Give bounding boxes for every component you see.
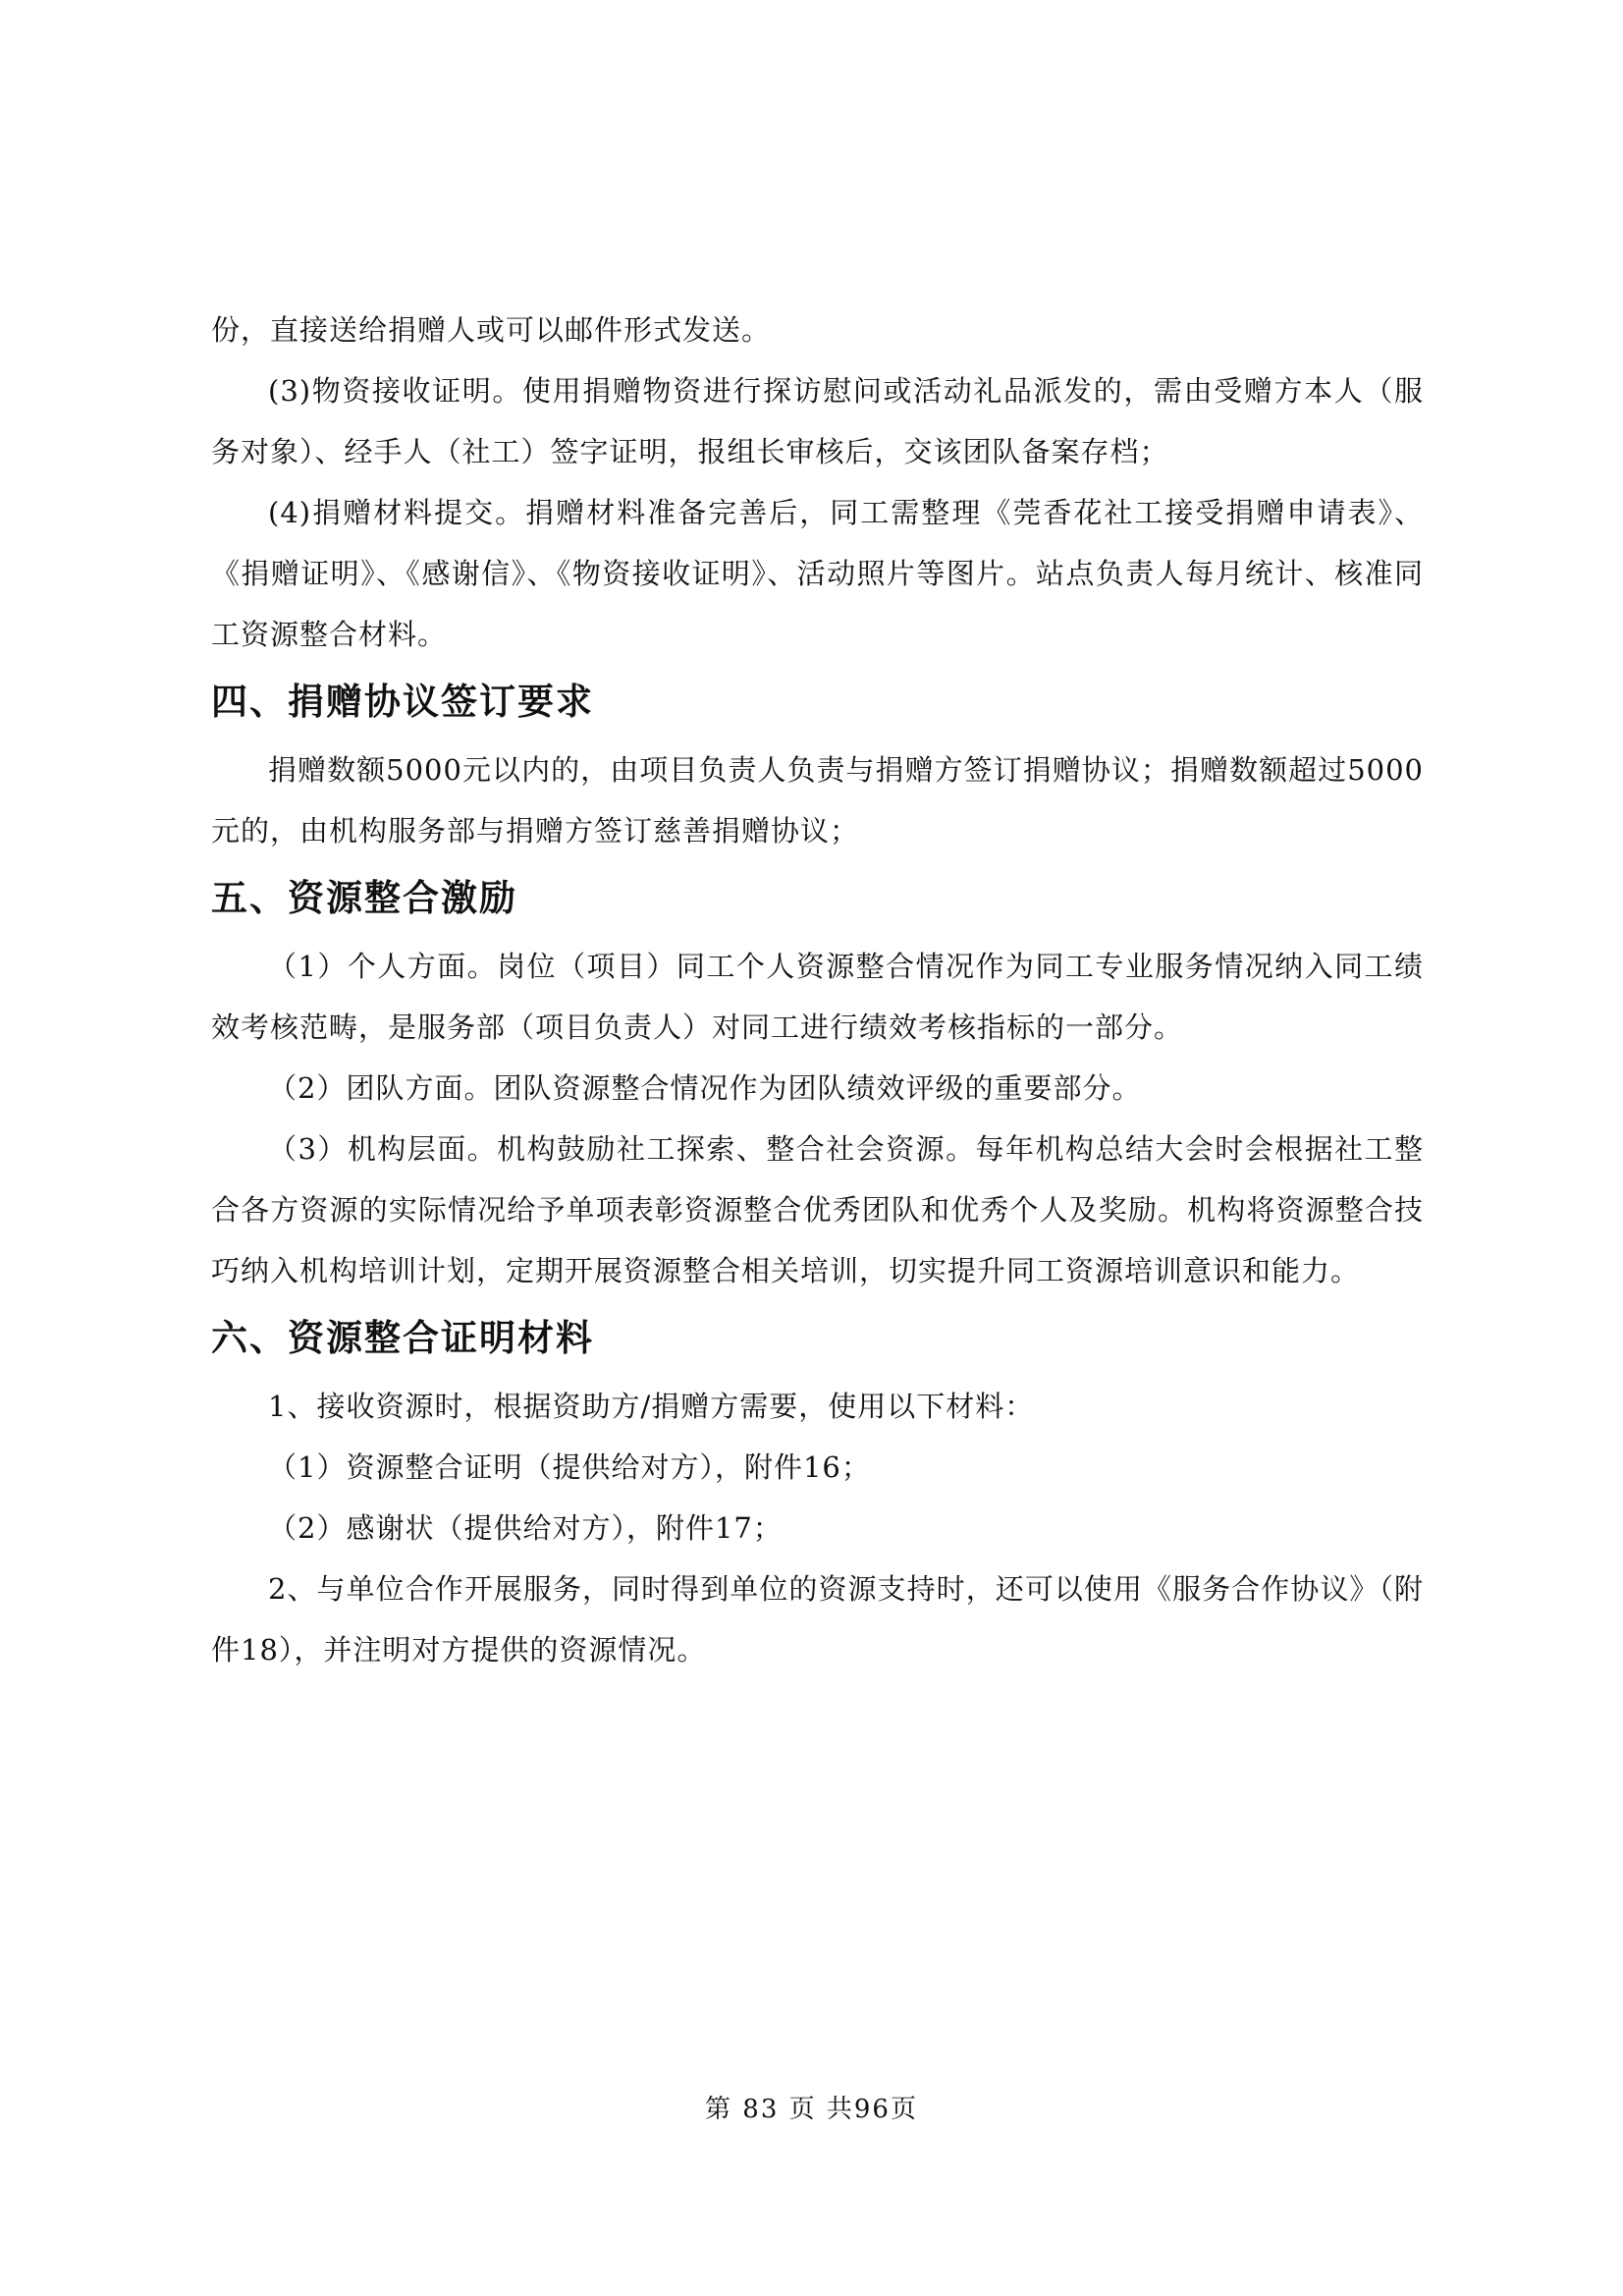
paragraph-attachment-17: （2）感谢状（提供给对方），附件17； <box>268 1511 783 1545</box>
page-number-footer: 第 83 页 共96页 <box>705 2095 918 2124</box>
section-heading-incentives: 五、资源整合激励 <box>211 877 517 919</box>
paragraph-attachment-16: （1）资源整合证明（提供给对方），附件16； <box>268 1450 871 1484</box>
paragraph-material-submission: (4)捐赠材料提交。捐赠材料准备完善后，同工需整理《莞香花社工接受捐赠申请表》、《捐赠证明》、《感谢信》、《物资接收证明》、活动照片等图片。站点负责人每月统计、核准同工资源整合材料。 <box>211 496 1424 651</box>
paragraph-continuation: 份，直接送给捐赠人或可以邮件形式发送。 <box>211 313 772 347</box>
paragraph-agreement-rules: 捐赠数额5000元以内的，由项目负责人负责与捐赠方签订捐赠协议；捐赠数额超过5000元的，由机构服务部与捐赠方签订慈善捐赠协议； <box>211 753 1424 847</box>
paragraph-individual-incentive: （1）个人方面。岗位（项目）同工个人资源整合情况作为同工专业服务情况纳入同工绩效考核范畴，是服务部（项目负责人）对同工进行绩效考核指标的一部分。 <box>211 950 1424 1044</box>
paragraph-receiving-resources: 1、接收资源时，根据资助方/捐赠方需要，使用以下材料： <box>268 1390 1035 1423</box>
paragraph-organization-incentive: （3）机构层面。机构鼓励社工探索、整合社会资源。每年机构总结大会时会根据社工整合各方资源的实际情况给予单项表彰资源整合优秀团队和优秀个人及奖励。机构将资源整合技巧纳入机构培训计划，定期开展资源整合相关培训，切实提升同工资源培训意识和能力。 <box>211 1132 1424 1287</box>
section-heading-agreement: 四、捐赠协议签订要求 <box>211 681 594 723</box>
paragraph-receipt-proof: (3)物资接收证明。使用捐赠物资进行探访慰问或活动礼品派发的，需由受赠方本人（服务对象）、经手人（社工）签字证明，报组长审核后，交该团队备案存档； <box>211 374 1424 468</box>
page-body <box>211 300 1424 1680</box>
section-heading-proof-materials: 六、资源整合证明材料 <box>211 1317 594 1359</box>
paragraph-cooperation-agreement: 2、与单位合作开展服务，同时得到单位的资源支持时，还可以使用《服务合作协议》（附件18），并注明对方提供的资源情况。 <box>211 1572 1424 1667</box>
paragraph-team-incentive: （2）团队方面。团队资源整合情况作为团队绩效评级的重要部分。 <box>268 1071 1142 1105</box>
